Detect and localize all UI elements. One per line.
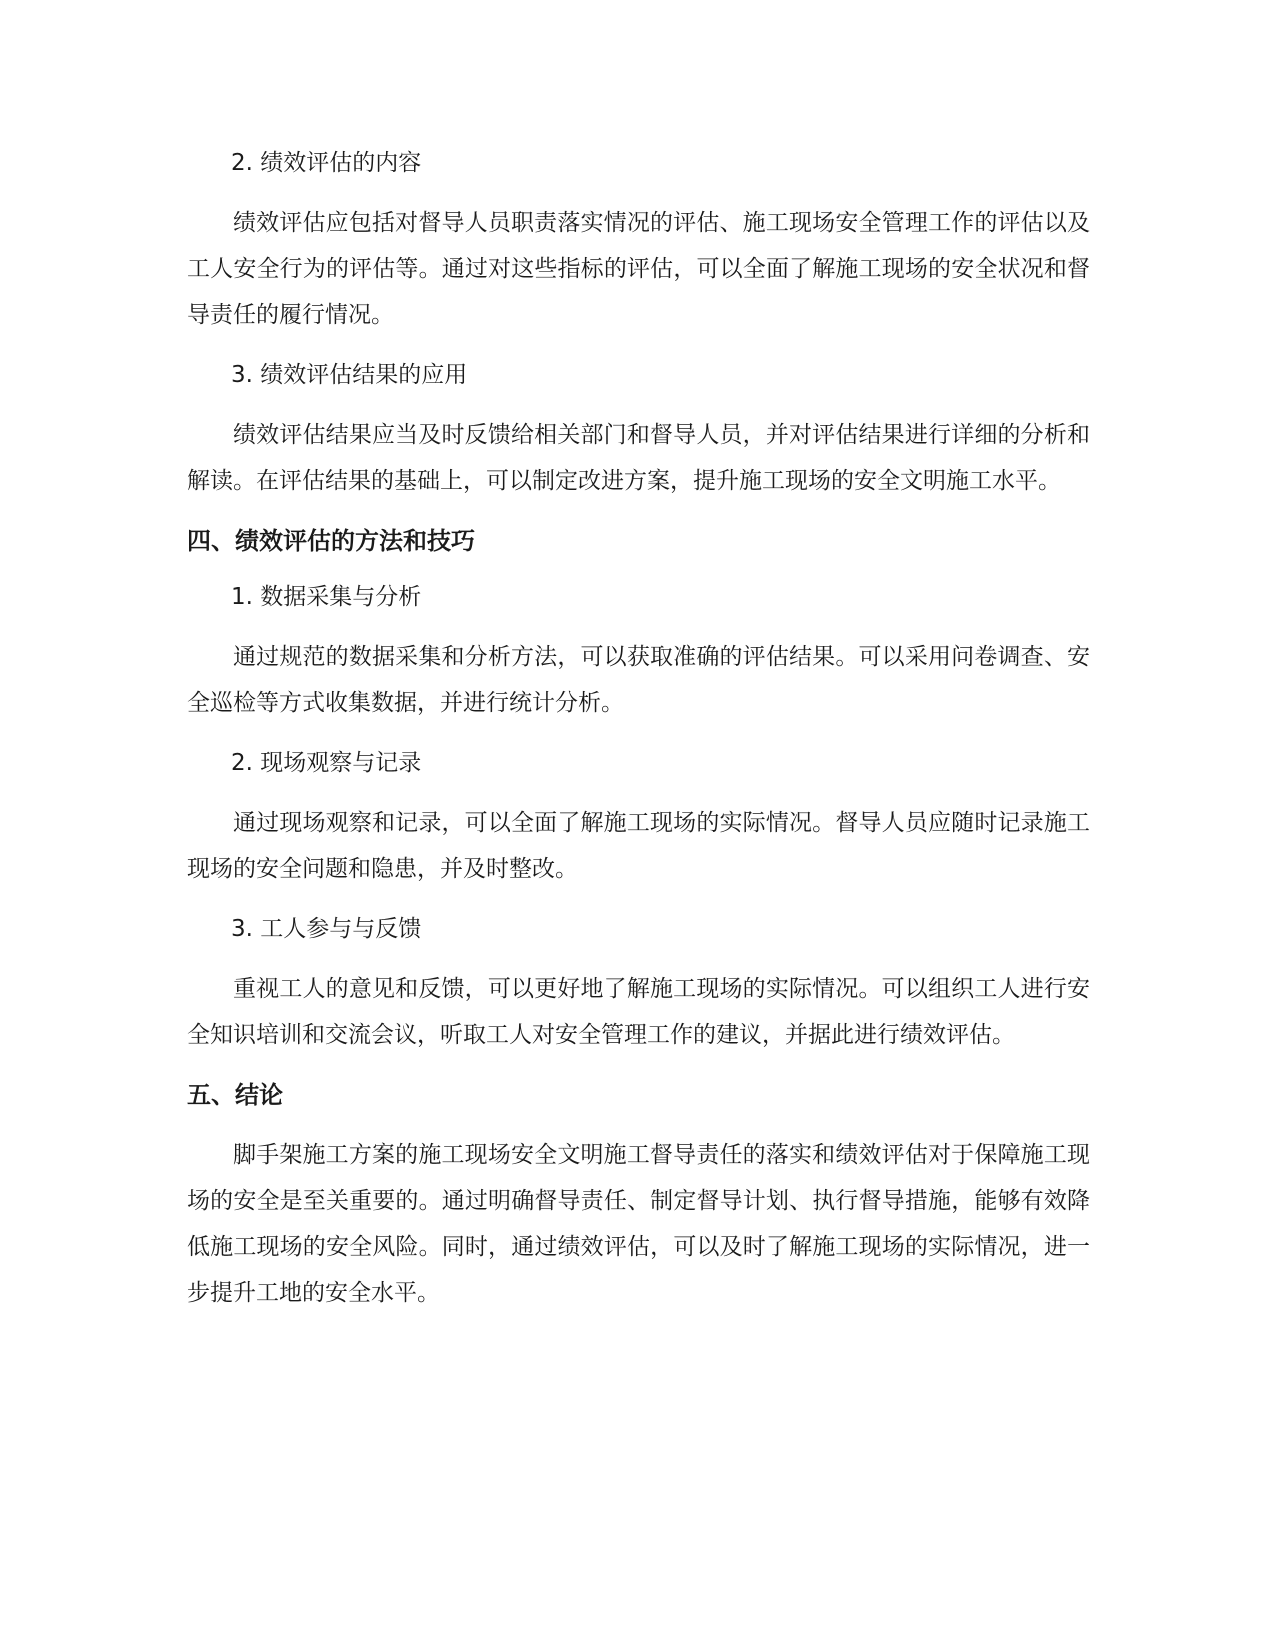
subheading-site-observation: 2. 现场观察与记录 <box>231 750 422 776</box>
paragraph-worker-feedback: 重视工人的意见和反馈，可以更好地了解施工现场的实际情况。可以组织工人进行安全知识培训和交流会议，听取工人对安全管理工作的建议，并据此进行绩效评估。 <box>187 976 1090 1048</box>
paragraph-conclusion: 脚手架施工方案的施工现场安全文明施工督导责任的落实和绩效评估对于保障施工现场的安全是至关重要的。通过明确督导责任、制定督导计划、执行督导措施，能够有效降低施工现场的安全风险。同时，通过绩效评估，可以及时了解施工现场的实际情况，进一步提升工地的安全水平。 <box>187 1142 1090 1306</box>
subheading-worker-feedback: 3. 工人参与与反馈 <box>231 916 422 942</box>
section-heading-conclusion: 五、结论 <box>187 1081 283 1109</box>
paragraph-result-application: 绩效评估结果应当及时反馈给相关部门和督导人员，并对评估结果进行详细的分析和解读。在评估结果的基础上，可以制定改进方案，提升施工现场的安全文明施工水平。 <box>187 422 1090 494</box>
paragraph-performance-content: 绩效评估应包括对督导人员职责落实情况的评估、施工现场安全管理工作的评估以及工人安全行为的评估等。通过对这些指标的评估，可以全面了解施工现场的安全状况和督导责任的履行情况。 <box>187 210 1090 328</box>
subheading-performance-content: 2. 绩效评估的内容 <box>231 150 422 176</box>
subheading-data-collection: 1. 数据采集与分析 <box>231 584 422 610</box>
paragraph-data-collection: 通过规范的数据采集和分析方法，可以获取准确的评估结果。可以采用问卷调查、安全巡检等方式收集数据，并进行统计分析。 <box>187 644 1090 716</box>
subheading-result-application: 3. 绩效评估结果的应用 <box>231 362 468 388</box>
section-heading-methods: 四、绩效评估的方法和技巧 <box>187 527 475 555</box>
paragraph-site-observation: 通过现场观察和记录，可以全面了解施工现场的实际情况。督导人员应随时记录施工现场的安全问题和隐患，并及时整改。 <box>187 810 1090 882</box>
document-page <box>187 140 1090 1330</box>
